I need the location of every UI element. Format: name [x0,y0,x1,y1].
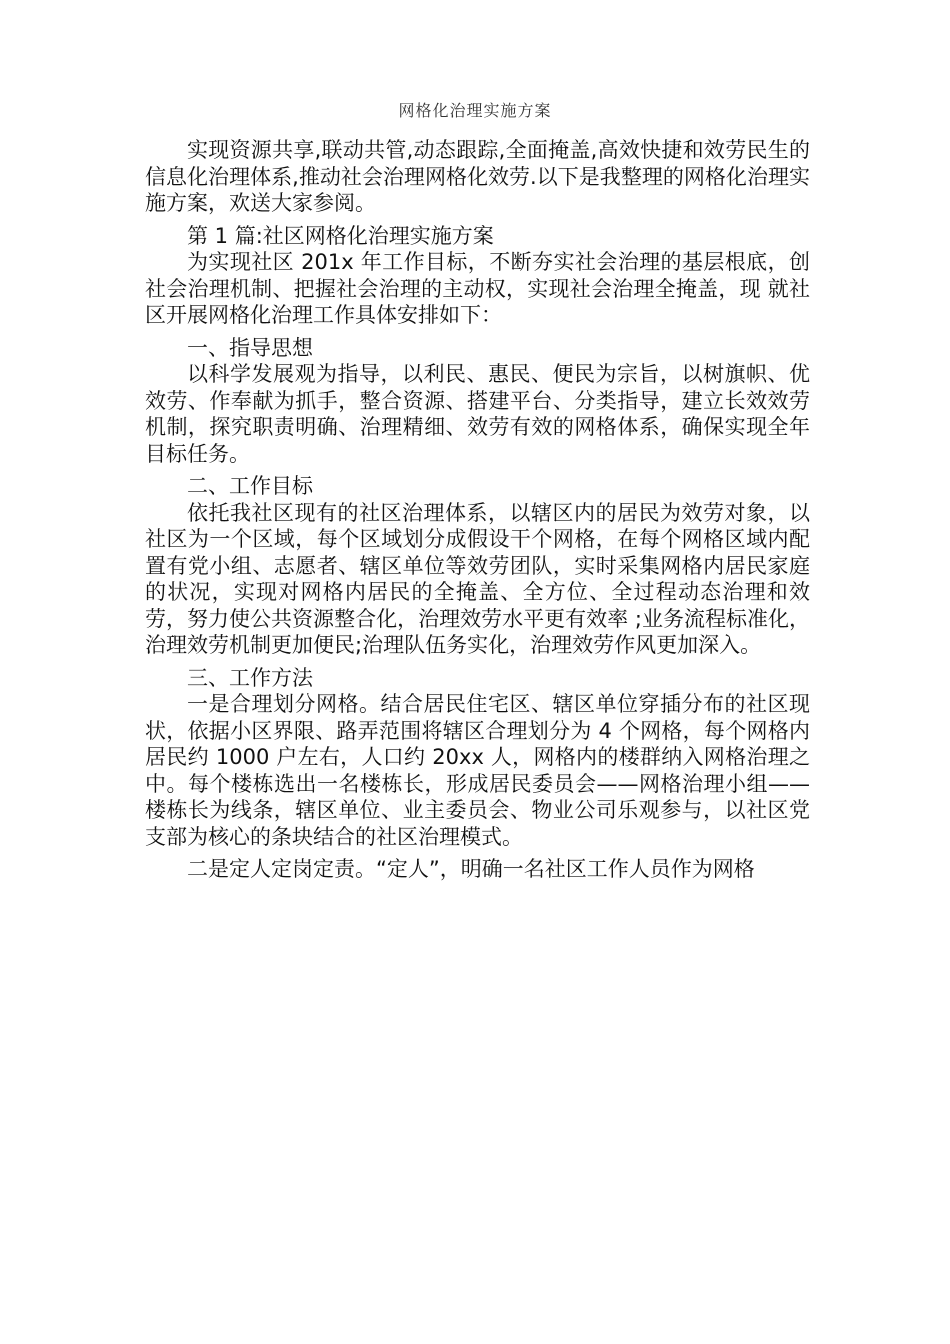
section-heading-guiding-ideology: 一、指导思想 [187,335,313,360]
section-heading-work-methods: 三、工作方法 [187,665,313,690]
body-paragraph: 一是合理划分网格。结合居民住宅区、辖区单位穿插分布的社区现状，依据小区界限、路弄范围将辖区合理划分为 4 个网格，每个网格内居民约 1000 户左右，人口约 20xx 人，网格内的楼群纳入网格治理之中。每个楼栋选出一名楼栋长，形成居民委员会——网格治理小组——楼栋长为线条，辖区单位、业主委员会、物业公司乐观参与，以社区党支部为核心的条块结合的社区治理模式。 [145,692,810,849]
body-paragraph: 二是定人定岗定责。“定人”，明确一名社区工作人员作为网格 [187,857,755,881]
section-heading-part1: 第 1 篇:社区网格化治理实施方案 [187,223,494,248]
section-heading-work-goals: 二、工作目标 [187,474,313,498]
document-body [145,137,810,883]
document-title: 网格化治理实施方案 [398,101,552,120]
body-paragraph: 依托我社区现有的社区治理体系，以辖区内的居民为效劳对象，以社区为一个区域，每个区域划分成假设干个网格，在每个网格区域内配置有党小组、志愿者、辖区单位等效劳团队，实时采集网格内居民家庭的状况，实现对网格内居民的全掩盖、全方位、全过程动态治理和效劳，努力使公共资源整合化，治理效劳水平更有效率 ;业务流程标准化，治理效劳机制更加便民;治理队伍务实化，治理效劳作风更加深入。 [145,500,810,657]
intro-paragraph: 实现资源共享,联动共管,动态跟踪,全面掩盖,高效快捷和效劳民生的信息化治理体系,推动社会治理网格化效劳.以下是我整理的网格化治理实施方案，欢送大家参阅。 [145,138,810,215]
body-paragraph: 以科学发展观为指导，以利民、惠民、便民为宗旨，以树旗帜、优效劳、作奉献为抓手，整合资源、搭建平台、分类指导，建立长效效劳机制，探究职责明确、治理精细、效劳有效的网格体系，确保实现全年目标任务。 [145,362,810,466]
body-paragraph: 为实现社区 201x 年工作目标，不断夯实社会治理的基层根底，创社会治理机制、把握社会治理的主动权，实现社会治理全掩盖，现 就社区开展网格化治理工作具体安排如下： [145,250,810,327]
